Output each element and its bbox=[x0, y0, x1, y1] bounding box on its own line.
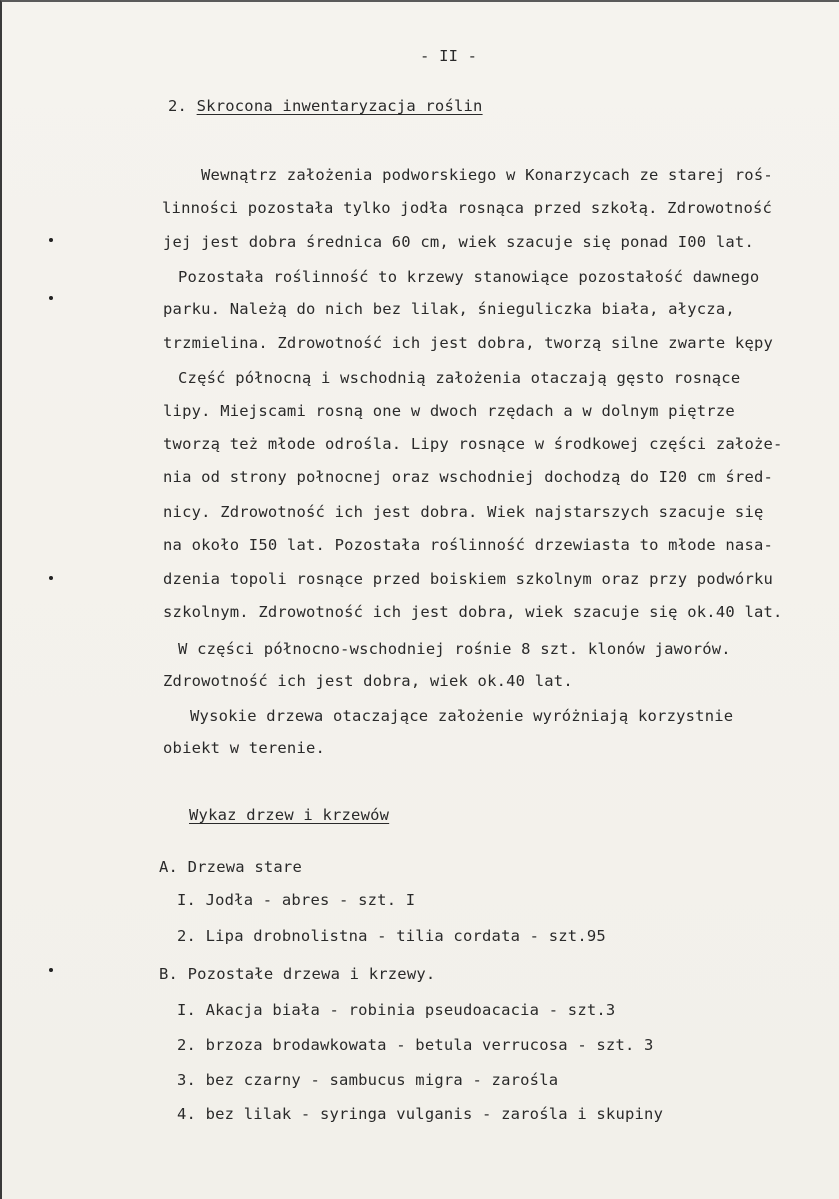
paragraph-line: szkolnym. Zdrowotność ich jest dobra, wiek szacuje się ok.40 lat. bbox=[163, 603, 783, 621]
paragraph-line: jej jest dobra średnica 60 cm, wiek szacuje się ponad I00 lat. bbox=[163, 233, 754, 251]
paragraph-line: tworzą też młode odrośla. Lipy rosnące w środkowej części założe- bbox=[163, 435, 783, 453]
margin-dot bbox=[49, 296, 53, 300]
margin-dot bbox=[49, 968, 53, 972]
paragraph-line: W części północno-wschodniej rośnie 8 szt. klonów jaworów. bbox=[178, 640, 731, 658]
list-item: I. Akacja biała - robinia pseudoacacia - szt.3 bbox=[177, 1001, 616, 1019]
margin-dot bbox=[49, 238, 53, 242]
list-item: 3. bez czarny - sambucus migra - zarośla bbox=[177, 1071, 559, 1089]
paragraph-line: Zdrowotność ich jest dobra, wiek ok.40 lat. bbox=[163, 672, 573, 690]
section-heading-number: 2. bbox=[168, 97, 188, 115]
paragraph-line: linności pozostała tylko jodła rosnąca przed szkołą. Zdrowotność bbox=[162, 199, 773, 217]
group-b-label: B. Pozostałe drzewa i krzewy. bbox=[159, 965, 436, 983]
margin-dot bbox=[49, 576, 53, 580]
paragraph-line: nicy. Zdrowotność ich jest dobra. Wiek najstarszych szacuje się bbox=[163, 503, 764, 521]
paragraph-line: lipy. Miejscami rosną one w dwoch rzędach a w dolnym piętrze bbox=[163, 402, 735, 420]
group-a-label: A. Drzewa stare bbox=[159, 858, 302, 876]
section-heading bbox=[168, 96, 483, 116]
paragraph-line: Wewnątrz założenia podworskiego w Konarzycach ze starej roś- bbox=[201, 166, 773, 184]
list-title: Wykaz drzew i krzewów bbox=[189, 806, 390, 824]
paragraph-line: Pozostała roślinność to krzewy stanowiące pozostałość dawnego bbox=[178, 268, 760, 286]
paragraph-line: na około I50 lat. Pozostała roślinność drzewiasta to młode nasa- bbox=[163, 536, 774, 554]
list-item: I. Jodła - abres - szt. I bbox=[177, 891, 416, 909]
list-item: 2. Lipa drobnolistna - tilia cordata - szt.95 bbox=[177, 927, 606, 945]
page-number: - II - bbox=[420, 47, 478, 65]
section-heading-title: Skrocona inwentaryzacja roślin bbox=[196, 97, 483, 115]
list-item: 2. brzoza brodawkowata - betula verrucosa - szt. 3 bbox=[177, 1036, 654, 1054]
paragraph-line: dzenia topoli rosnące przed boiskiem szkolnym oraz przy podwórku bbox=[163, 570, 774, 588]
paragraph-line: Wysokie drzewa otaczające założenie wyróżniają korzystnie bbox=[190, 707, 734, 725]
paragraph-line: parku. Należą do nich bez lilak, śnieguliczka biała, ałycza, bbox=[163, 300, 735, 318]
paragraph-line: Część północną i wschodnią założenia otaczają gęsto rosnące bbox=[178, 369, 741, 387]
paragraph-line: trzmielina. Zdrowotność ich jest dobra, tworzą silne zwarte kępy bbox=[163, 334, 774, 352]
paragraph-line: obiekt w terenie. bbox=[163, 739, 326, 757]
list-item: 4. bez lilak - syringa vulganis - zarośla i skupiny bbox=[177, 1105, 664, 1123]
paragraph-line: nia od strony połnocnej oraz wschodniej dochodzą do I20 cm śred- bbox=[163, 468, 774, 486]
